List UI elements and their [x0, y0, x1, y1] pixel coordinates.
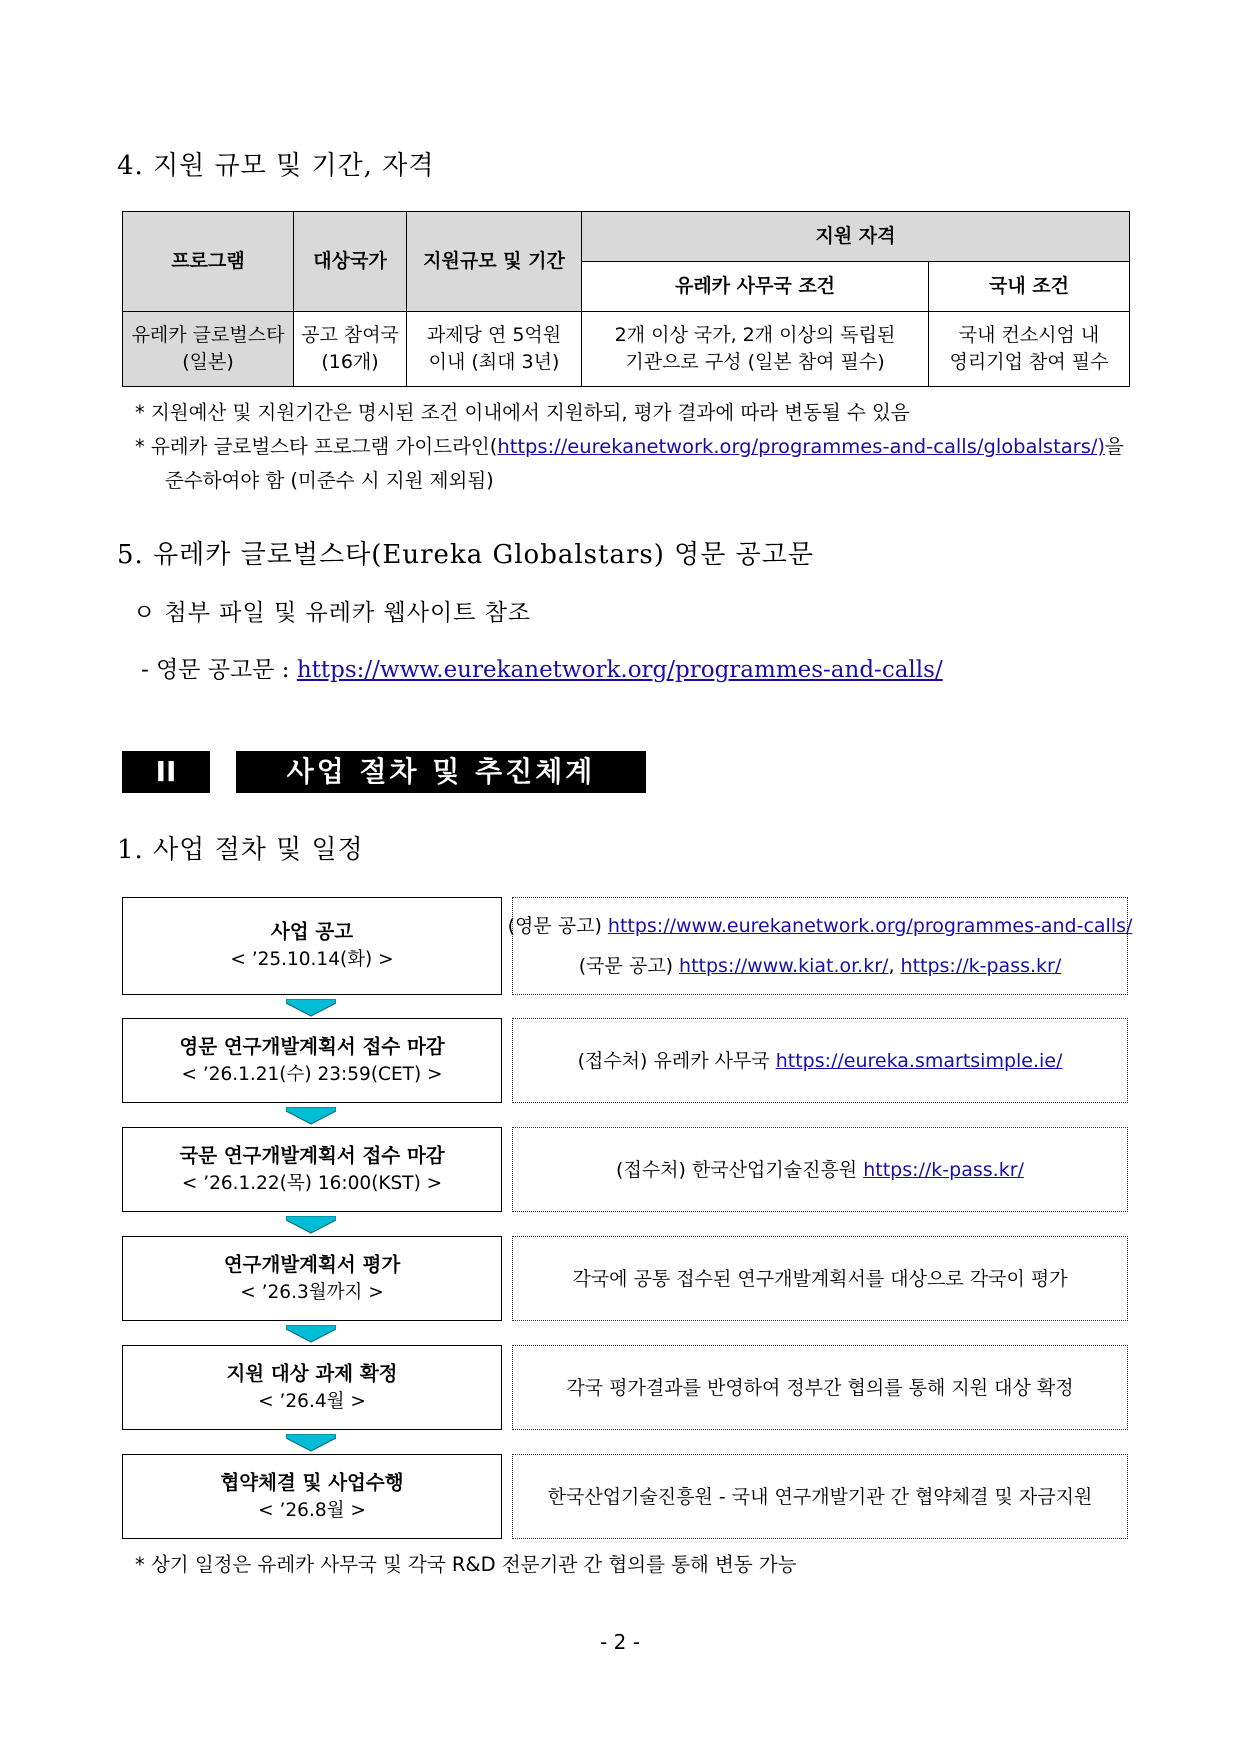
header-eureka-condition: 유레카 사무국 조건	[582, 262, 929, 312]
english-announcement-link[interactable]: https://www.eurekanetwork.org/programmes-and-calls/	[296, 657, 943, 683]
eureka-calls-link[interactable]: https://www.eurekanetwork.org/programmes-and-calls/	[607, 915, 1133, 937]
kpass-submit-link[interactable]: https://k-pass.kr/	[863, 1158, 1024, 1181]
schedule-footnote: * 상기 일정은 유레카 사무국 및 각국 R&D 전문기관 간 협의를 통해 변동 가능	[135, 1553, 797, 1576]
kiat-link[interactable]: https://www.kiat.or.kr/	[679, 955, 889, 977]
cell-eureka-condition: 2개 이상 국가, 2개 이상의 독립된 기관으로 구성 (일본 참여 필수)	[582, 312, 929, 387]
kpass-link[interactable]: https://k-pass.kr/	[900, 955, 1062, 977]
cell-scale: 과제당 연 5억원 이내 (최대 3년)	[407, 312, 582, 387]
subsection-1-title: 1. 사업 절차 및 일정	[117, 835, 364, 865]
step-english-deadline-desc: (접수처) 유레카 사무국 https://eureka.smartsimple.ie/	[512, 1018, 1128, 1103]
header-domestic-condition: 국내 조건	[929, 262, 1130, 312]
cell-country: 공고 참여국 (16개)	[294, 312, 407, 387]
header-country: 대상국가	[294, 212, 407, 312]
cell-domestic-condition: 국내 컨소시엄 내 영리기업 참여 필수	[929, 312, 1130, 387]
smartsimple-link[interactable]: https://eureka.smartsimple.ie/	[775, 1049, 1063, 1072]
flow-arrow-icon	[286, 1216, 336, 1234]
flow-arrow-icon	[286, 1434, 336, 1452]
section-4-title: 4. 지원 규모 및 기간, 자격	[117, 151, 435, 181]
step-selection: 지원 대상 과제 확정 < ’26.4월 >	[122, 1345, 502, 1430]
note-budget: * 지원예산 및 지원기간은 명시된 조건 이내에서 지원하되, 평가 결과에 따라 변동될 수 있음	[135, 401, 910, 424]
flow-arrow-icon	[286, 1325, 336, 1343]
step-korean-deadline: 국문 연구개발계획서 접수 마감 < ’26.1.22(목) 16:00(KST) >	[122, 1127, 502, 1212]
section-roman-numeral: II	[122, 751, 210, 793]
cell-program: 유레카 글로벌스타 (일본)	[123, 312, 294, 387]
guideline-link[interactable]: https://eurekanetwork.org/programmes-and-calls/globalstars/)	[497, 435, 1106, 458]
step-announcement: 사업 공고 < ’25.10.14(화) >	[122, 897, 502, 995]
step-evaluation: 연구개발계획서 평가 < ’26.3월까지 >	[122, 1236, 502, 1321]
header-qualification: 지원 자격	[582, 212, 1130, 262]
note-guideline: * 유레카 글로벌스타 프로그램 가이드라인(https://eurekanetwork.org/programmes-and-calls/globalstars/)을	[135, 435, 1124, 458]
header-program: 프로그램	[123, 212, 294, 312]
step-english-deadline: 영문 연구개발계획서 접수 마감 < ’26.1.21(수) 23:59(CET) >	[122, 1018, 502, 1103]
table-row	[123, 312, 1130, 387]
page-number: - 2 -	[600, 1630, 640, 1654]
sec5-announcement: - 영문 공고문 : https://www.eurekanetwork.org/programmes-and-calls/	[141, 657, 943, 683]
step-evaluation-desc: 각국에 공통 접수된 연구개발계획서를 대상으로 각국이 평가	[512, 1236, 1128, 1321]
step-contract: 협약체결 및 사업수행 < ’26.8월 >	[122, 1454, 502, 1539]
step-korean-deadline-desc: (접수처) 한국산업기술진흥원 https://k-pass.kr/	[512, 1127, 1128, 1212]
note-guideline-cont: 준수하여야 함 (미준수 시 지원 제외됨)	[165, 469, 494, 492]
flow-arrow-icon	[286, 999, 336, 1017]
section-5-title: 5. 유레카 글로벌스타(Eureka Globalstars) 영문 공고문	[117, 540, 814, 570]
sec5-bullet: ㅇ 첨부 파일 및 유레카 웹사이트 참조	[133, 600, 532, 626]
step-selection-desc: 각국 평가결과를 반영하여 정부간 협의를 통해 지원 대상 확정	[512, 1345, 1128, 1430]
step-contract-desc: 한국산업기술진흥원 - 국내 연구개발기관 간 협약체결 및 자금지원	[512, 1454, 1128, 1539]
support-table	[122, 211, 1130, 387]
step-announcement-desc: (영문 공고) https://www.eurekanetwork.org/programmes-and-calls/ (국문 공고) https://www.kiat.or.kr/, https://k-pass.kr/	[512, 897, 1128, 995]
section-2-banner: 사업 절차 및 추진체계	[236, 751, 646, 793]
header-scale: 지원규모 및 기간	[407, 212, 582, 312]
flow-arrow-icon	[286, 1107, 336, 1125]
